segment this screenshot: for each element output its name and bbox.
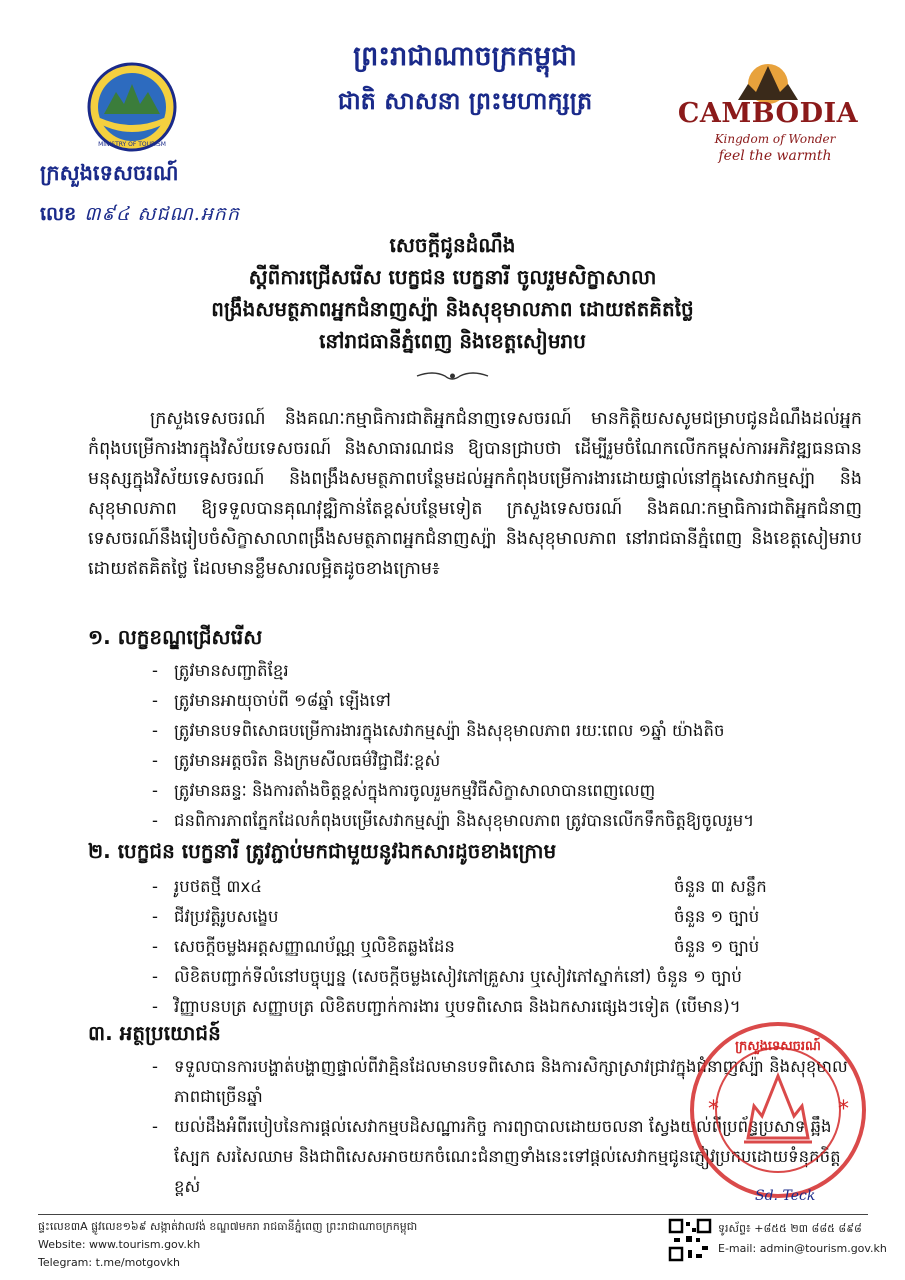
list-item: - ត្រូវមានអត្តចរិត និងក្រមសីលធម៌វិជ្ជាជីវៈខ្ពស់: [152, 746, 872, 776]
list-item: - ត្រូវមានអាយុចាប់ពី ១៨ឆ្នាំ ឡើងទៅ: [152, 686, 872, 716]
document-label: រូបថតថ្មី ៣x៤: [174, 877, 262, 896]
footer-address: ផ្ទះលេខ៣A ផ្លូវលេខ១៦៩ សង្កាត់វាលវង់ ខណ្ឌ៧មករា រាជធានីភ្នំពេញ ព្រះរាជាណាចក្រកម្ពុជា: [38, 1220, 418, 1233]
ministry-logo-text: MINISTRY OF TOURISM: [98, 141, 166, 148]
national-motto: ជាតិ សាសនា ព្រះមហាក្សត្រ: [337, 86, 593, 115]
footer-divider: [38, 1214, 868, 1215]
svg-text:*: *: [708, 1097, 719, 1122]
notice-subject-line-3: នៅរាជធានីភ្នំពេញ និងខេត្តសៀមរាប: [319, 329, 586, 353]
brand-subtitle: Kingdom of Wonder: [714, 132, 836, 146]
reference-value: ៣៩៤ សជណ.អកក: [84, 203, 240, 225]
selection-criteria-list: [152, 656, 872, 836]
reference-number: [40, 202, 240, 230]
document-quantity: ចំនួន ១ ច្បាប់: [674, 907, 760, 926]
intro-paragraph: ក្រសួងទេសចរណ៍ និងគណៈកម្មាធិការជាតិអ្នកជំនាញទេសចរណ៍ មានកិត្តិយសសូមជម្រាបជូនដំណឹងដល់អ្នកកំពុងបម្រើការងារក្នុងវិស័យទេសចរណ៍ និងសាធារណជន ឱ្យបានជ្រាបថា ដើម្បីរួមចំណែកលើកកម្ពស់ការអភិវឌ្ឍធនធានមនុស្សក្នុងវិស័យទេសចរណ៍ និងពង្រឹងសមត្ថភាពបន្ថែមដល់អ្នកកំពុងបម្រើការងារដោយផ្ទាល់នៅក្នុងសេវាកម្មស្ប៉ា និងសុខុមាលភាព ឱ្យទទួលបានគុណវុឌ្ឍិកាន់តែខ្ពស់បន្ថែមទៀត ក្រសួងទេសចរណ៍ និងគណៈកម្មាធិការជាតិអ្នកជំនាញទេសចរណ៍នឹងរៀបចំសិក្ខាសាលាពង្រឹងសមត្ថភាពអ្នកជំនាញស្ប៉ា និងសុខុមាលភាព នៅរាជធានីភ្នំពេញ និងខេត្តសៀមរាប ដោយឥតគិតថ្លៃ ដែលមានខ្លឹមសារលម្អិតដូចខាងក្រោម៖: [88, 409, 862, 579]
notice-title: សេចក្តីជូនដំណឹង: [389, 233, 516, 257]
document-label: វិញ្ញាបនបត្រ សញ្ញាបត្រ លិខិតបញ្ជាក់ការងារ ឬបទពិសោធ និងឯកសារផ្សេងៗទៀត (បើមាន)។: [174, 997, 741, 1016]
document-label: សេចក្តីចម្លងអត្តសញ្ញាណប័ណ្ណ ឬលិខិតឆ្លងដែន: [174, 937, 455, 956]
list-item: [152, 932, 872, 962]
footer-website[interactable]: Website: www.tourism.gov.kh: [38, 1238, 201, 1251]
footer-telegram[interactable]: Telegram: t.me/motgovkh: [38, 1256, 180, 1269]
section-2-heading: ២. បេក្ខជន បេក្ខនារី ត្រូវភ្ជាប់មកជាមួយនូវឯកសារដូចខាងក្រោម: [88, 839, 557, 863]
document-quantity: ចំនួន ៣ សន្លឹក: [674, 877, 767, 896]
list-item: [152, 992, 872, 1022]
list-item: - ទទួលបានការបង្ហាត់បង្ហាញផ្ទាល់ពីវាគ្មិនដែលមានបទពិសោធ និងការសិក្សាស្រាវជ្រាវក្នុងជំនាញស្ប៉ា និងសុខុមាលភាពជាច្រើនឆ្នាំ: [152, 1052, 852, 1112]
list-item: - ត្រូវមានបទពិសោធបម្រើការងារក្នុងសេវាកម្មស្ប៉ា និងសុខុមាលភាព រយៈពេល ១ឆ្នាំ យ៉ាងតិច: [152, 716, 872, 746]
brand-tagline: feel the warmth: [718, 148, 832, 164]
list-item: - ត្រូវមានឆន្ទៈ និងការតាំងចិត្តខ្ពស់ក្នុងការចូលរួមកម្មវិធីសិក្ខាសាលាបានពេញលេញ: [152, 776, 872, 806]
official-stamp: [688, 1020, 868, 1200]
svg-text:*: *: [838, 1097, 849, 1122]
ministry-name: ក្រសួងទេសចរណ៍: [40, 161, 179, 185]
document-label: ជីវប្រវត្តិរូបសង្ខេប: [174, 907, 279, 926]
list-item: [152, 962, 872, 992]
footer-phone[interactable]: ទូរស័ព្ទ៖ +៨៥៥ ២៣ ៨៨៥ ៨៩៨: [718, 1222, 862, 1235]
brand-word: CAMBODIA: [677, 98, 859, 129]
list-item: [152, 872, 872, 902]
required-documents-list: [152, 872, 872, 1022]
ministry-logo: [86, 62, 178, 152]
stamp-text: ក្រសួងទេសចរណ៍: [735, 1039, 821, 1054]
section-1-heading: ១. លក្ខខណ្ឌជ្រើសរើស: [88, 625, 263, 649]
ornament-divider: [415, 368, 490, 384]
kingdom-heading: ព្រះរាជាណាចក្រកម្ពុជា: [353, 41, 577, 72]
document-label: លិខិតបញ្ជាក់ទីលំនៅបច្ចុប្បន្ន (សេចក្តីចម្លងសៀវភៅគ្រួសារ ឬសៀវភៅស្នាក់នៅ) ចំនួន ១ ច្បាប់: [174, 967, 742, 986]
qr-code-icon: [668, 1218, 712, 1262]
list-item: - ត្រូវមានសញ្ជាតិខ្មែរ: [152, 656, 872, 686]
list-item: - យល់ដឹងអំពីរបៀបនៃការផ្តល់សេវាកម្មបដិសណ្ឋារកិច្ច ការព្យាបាលដោយចលនា ស្វែងយល់ពីប្រព័ន្ធប្រសាទ ឆ្អឹង ស្បែក សរសៃឈាម និងជាពិសេសអាចយកចំណេះជំនាញទាំងនេះទៅផ្តល់សេវាកម្មជូនភ្ញៀវប្រកបដោយទំនុកចិត្តខ្ពស់: [152, 1112, 852, 1202]
list-item: [152, 902, 872, 932]
document-quantity: ចំនួន ១ ច្បាប់: [674, 937, 760, 956]
signature: Sd. Teck: [755, 1188, 816, 1204]
section-3-heading: ៣. អត្ថប្រយោជន៍: [88, 1021, 221, 1045]
list-item: - ជនពិការភាពភ្នែកដែលកំពុងបម្រើសេវាកម្មស្ប៉ា និងសុខុមាលភាព ត្រូវបានលើកទឹកចិត្តឱ្យចូលរួម។: [152, 806, 872, 836]
reference-label: លេខ: [40, 203, 77, 225]
notice-subject-line-2: ពង្រឹងសមត្ថភាពអ្នកជំនាញស្ប៉ា និងសុខុមាលភាព ដោយឥតគិតថ្លៃ: [211, 297, 694, 321]
footer-email[interactable]: E-mail: admin@tourism.gov.kh: [718, 1242, 887, 1255]
notice-subject-line-1: ស្តីពីការជ្រើសរើស បេក្ខជន បេក្ខនារី ចូលរួមសិក្ខាសាលា: [248, 265, 657, 289]
